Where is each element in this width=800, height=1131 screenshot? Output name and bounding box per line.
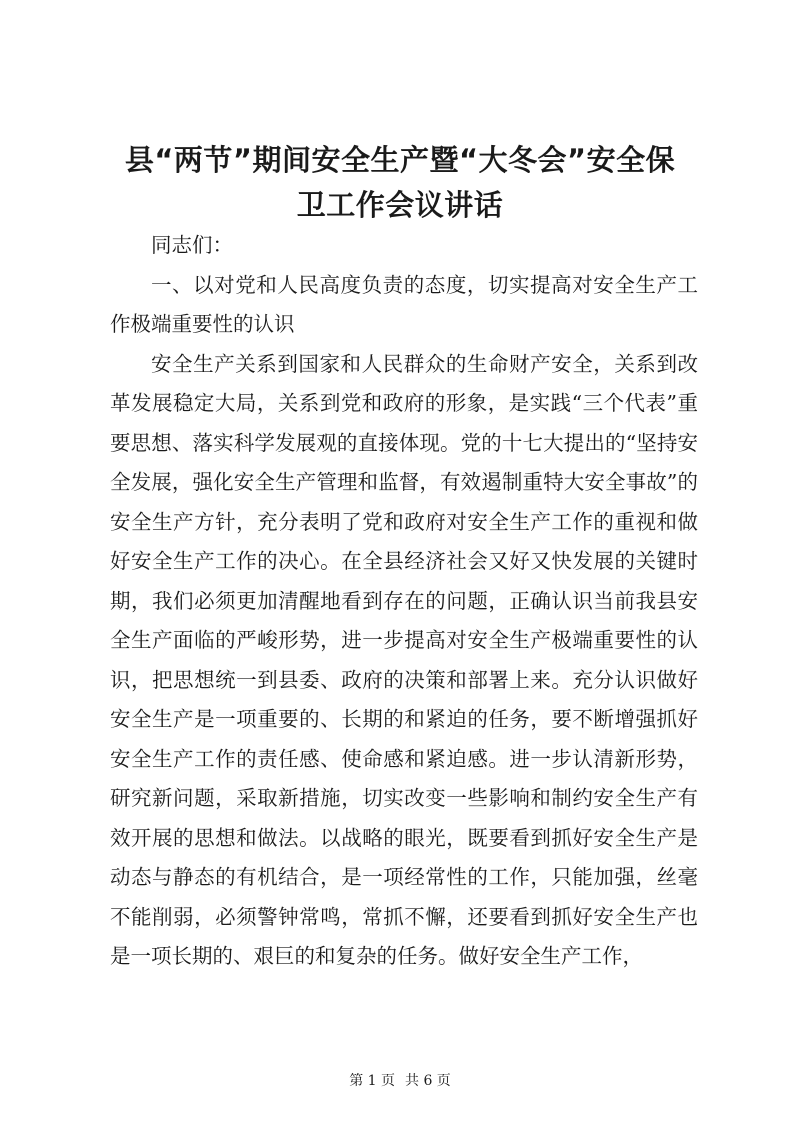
page-total: 共 6 页 <box>405 1073 451 1089</box>
document-body <box>110 226 698 977</box>
body-paragraph: 安全生产关系到国家和人民群众的生命财产安全，关系到改革发展稳定大局，关系到党和政府的形象，是实践“三个代表”重要思想、落实科学发展观的直接体现。党的十七大提出的“坚持安全发展，强化安全生产管理和监督，有效遏制重特大安全事故”的安全生产方针，充分表明了党和政府对安全生产工作的重视和做好安全生产工作的决心。在全县经济社会又好又快发展的关键时期，我们必须更加清醒地看到存在的问题，正确认识当前我县安全生产面临的严峻形势，进一步提高对安全生产极端重要性的认识，把思想统一到县委、政府的决策和部署上来。充分认识做好安全生产是一项重要的、长期的和紧迫的任务，要不断增强抓好安全生产工作的责任感、使命感和紧迫感。进一步认清新形势，研究新问题，采取新措施，切实改变一些影响和制约安全生产有效开展的思想和做法。以战略的眼光，既要看到抓好安全生产是动态与静态的有机结合，是一项经常性的工作，只能加强，丝毫不能削弱，必须警钟常鸣，常抓不懈，还要看到抓好安全生产也是一项长期的、艰巨的和复杂的任务。做好安全生产工作， <box>110 351 698 968</box>
salutation: 同志们： <box>151 233 233 257</box>
section-heading: 一、以对党和人民高度负责的态度，切实提高对安全生产工作极端重要性的认识 <box>110 272 698 336</box>
page-footer <box>0 1071 800 1091</box>
document-title <box>100 138 700 228</box>
page-number: 第 1 页 <box>349 1073 395 1089</box>
title-line-2: 卫工作会议讲话 <box>296 188 504 222</box>
title-line-1: 县“两节”期间安全生产暨“大冬会”安全保 <box>124 143 676 177</box>
